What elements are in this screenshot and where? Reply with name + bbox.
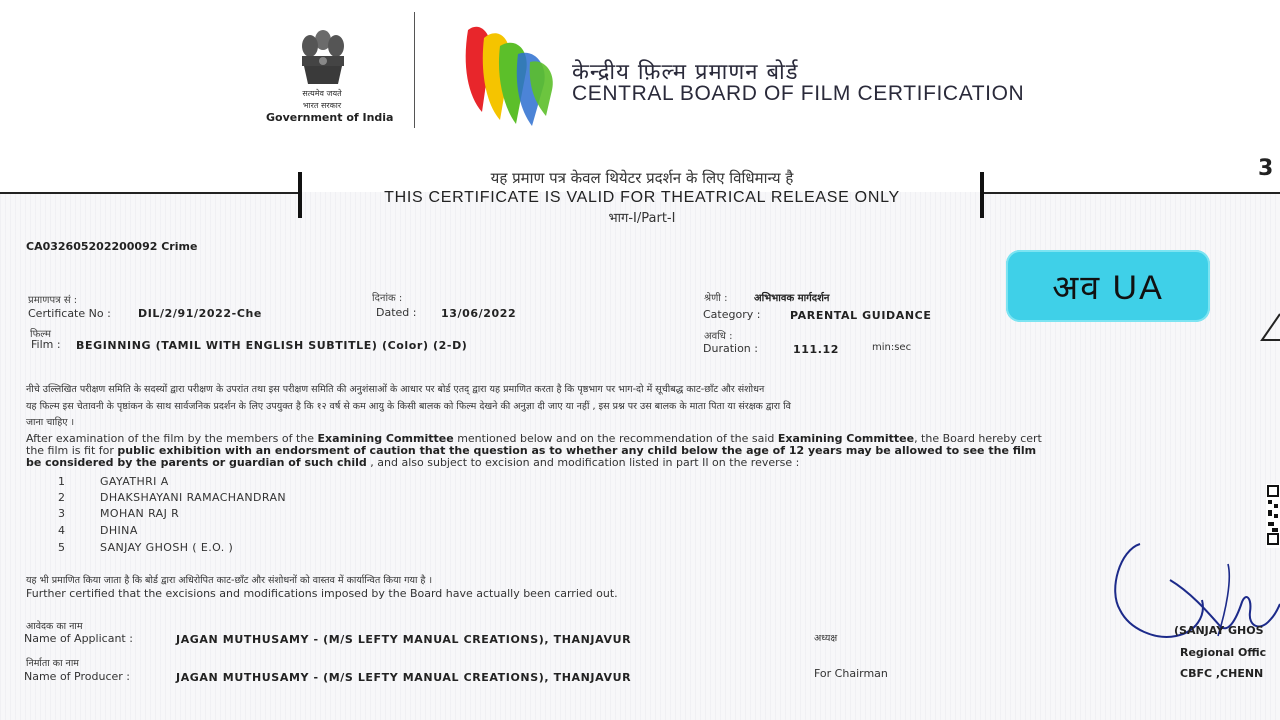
applicant-label-hindi: आवेदक का नाम [26, 621, 83, 632]
signature-icon [1110, 540, 1280, 660]
body-bold-text: Examining Committee [317, 432, 454, 445]
further-hindi: यह भी प्रमाणित किया जाता है कि बोर्ड द्वारा अधिरोपित काट-छाँट और संशोधनों को वास्तव में कार्यान्वित किया गया है । [26, 575, 433, 586]
member-name: MOHAN RAJ R [100, 507, 180, 520]
body-hindi-line-2: यह फिल्म इस चेतावनी के पृष्ठांकन के साथ सार्वजनिक प्रदर्शन के लिए उपयुक्त है कि १२ वर्ष से कम आयु के किसी बालक को फिल्म देखने की अनुज्ञा दी जाए या नहीं , इस प्रश्न पर उस बालक के माता पिता या संरक्षक द्वारा वि [26, 401, 791, 412]
category-value: PARENTAL GUIDANCE [790, 309, 932, 322]
validity-english: THIS CERTIFICATE IS VALID FOR THEATRICAL RELEASE ONLY [384, 189, 900, 206]
duration-label: Duration : [703, 342, 758, 355]
cert-number: DIL/2/91/2022-Che [138, 307, 262, 320]
body-text: After examination of the film by the members of the [26, 432, 318, 445]
cbfc-logo-icon [460, 16, 560, 126]
body-english-line-3 [26, 456, 799, 469]
member-number: 5 [58, 541, 65, 554]
banner-rule-right [982, 192, 1280, 194]
cert-number-label-hindi: प्रमाणपत्र सं : [28, 295, 78, 306]
validity-banner [304, 168, 980, 230]
producer-label: Name of Producer : [24, 670, 130, 683]
film-title: BEGINNING (TAMIL WITH ENGLISH SUBTITLE) (Color) (2-D) [76, 339, 468, 352]
duration-unit: min:sec [872, 342, 912, 353]
national-emblem-icon [288, 26, 358, 90]
body-bold-text: be considered by the parents or guardian of such child [26, 456, 367, 469]
rating-badge [1006, 250, 1210, 322]
member-name: DHAKSHAYANI RAMACHANDRAN [100, 491, 287, 504]
banner-bar-left [298, 172, 302, 218]
further-english: Further certified that the excisions and modifications imposed by the Board have actually been carried out. [26, 587, 618, 600]
body-bold-text: public exhibition with an endorsment of caution that the question as to whether any child below the age of 12 years may be allowed to see the film [117, 444, 1037, 457]
triangle-mark-icon [1258, 312, 1280, 342]
chairman-label-hindi: अध्यक्ष [814, 633, 838, 644]
body-text: , and also subject to excision and modification listed in part II on the reverse : [366, 456, 800, 469]
signatory-place: CBFC ,CHENN [1180, 667, 1264, 680]
for-chairman-label: For Chairman [814, 667, 888, 680]
certificate-id: CA032605202200092 Crime [26, 240, 198, 253]
date-label-hindi: दिनांक : [372, 293, 403, 304]
member-number: 3 [58, 507, 65, 520]
signatory-office: Regional Offic [1180, 646, 1267, 659]
body-hindi-line-3: जाना चाहिए । [26, 417, 75, 428]
duration-label-hindi: अवधि : [704, 331, 733, 342]
member-number: 1 [58, 475, 65, 488]
member-number: 4 [58, 524, 65, 537]
duration-value: 111.12 [793, 343, 840, 356]
banner-rule-left [0, 192, 302, 194]
body-bold-text: Examining Committee [777, 432, 915, 445]
member-name: DHINA [100, 524, 138, 537]
film-label-hindi: फिल्म [30, 329, 51, 340]
signatory-name: (SANJAY GHOS [1174, 624, 1264, 637]
category-label-hindi: श्रेणी : [704, 293, 728, 304]
qr-code-icon [1266, 484, 1280, 548]
member-name: GAYATHRI A [100, 475, 169, 488]
validity-hindi: यह प्रमाण पत्र केवल थियेटर प्रदर्शन के लिए विधिमान्य है [490, 169, 794, 187]
producer-value: JAGAN MUTHUSAMY - (M/S LEFTY MANUAL CREATIONS), THANJAVUR [176, 671, 632, 684]
emblem-country: भारत सरकार [302, 101, 342, 110]
category-label: Category : [703, 308, 761, 321]
rating-text: अव UA [1052, 269, 1164, 307]
body-text: mentioned below and on the recommendation of the said [453, 432, 778, 445]
banner-bar-right [980, 172, 984, 218]
emblem-motto: सत्यमेव जयते [302, 89, 342, 98]
category-value-hindi: अभिभावक मार्गदर्शन [754, 293, 830, 304]
validity-part: भाग-I/Part-I [608, 211, 676, 226]
government-label: Government of India [266, 111, 394, 124]
applicant-label: Name of Applicant : [24, 632, 133, 645]
edge-number: 3 [1258, 156, 1274, 181]
applicant-value: JAGAN MUTHUSAMY - (M/S LEFTY MANUAL CREATIONS), THANJAVUR [176, 633, 632, 646]
board-name-english: CENTRAL BOARD OF FILM CERTIFICATION [572, 82, 1025, 105]
member-number: 2 [58, 491, 65, 504]
date-label: Dated : [376, 306, 417, 319]
board-name-hindi: केन्द्रीय फ़िल्म प्रमाणन बोर्ड [572, 60, 799, 85]
header-divider [414, 12, 415, 128]
film-label: Film : [31, 338, 61, 351]
cert-number-label: Certificate No : [28, 307, 111, 320]
producer-label-hindi: निर्माता का नाम [26, 658, 79, 669]
body-hindi-line-1: नीचे उल्लिखित परीक्षण समिति के सदस्यों द्वारा परीक्षण के उपरांत तथा इस परीक्षण समिति की अनुशंसाओं के आधार पर बोर्ड एतद् द्वारा यह प्रमाणित करता है कि पृष्ठभाग पर भाग-दो में सूचीबद्ध काट-छाँट और संशोधन [26, 384, 765, 395]
body-text: the film is fit for [26, 444, 118, 457]
date-value: 13/06/2022 [441, 307, 517, 320]
member-name: SANJAY GHOSH ( E.O. ) [100, 541, 234, 554]
body-text: , the Board hereby cert [914, 432, 1042, 445]
